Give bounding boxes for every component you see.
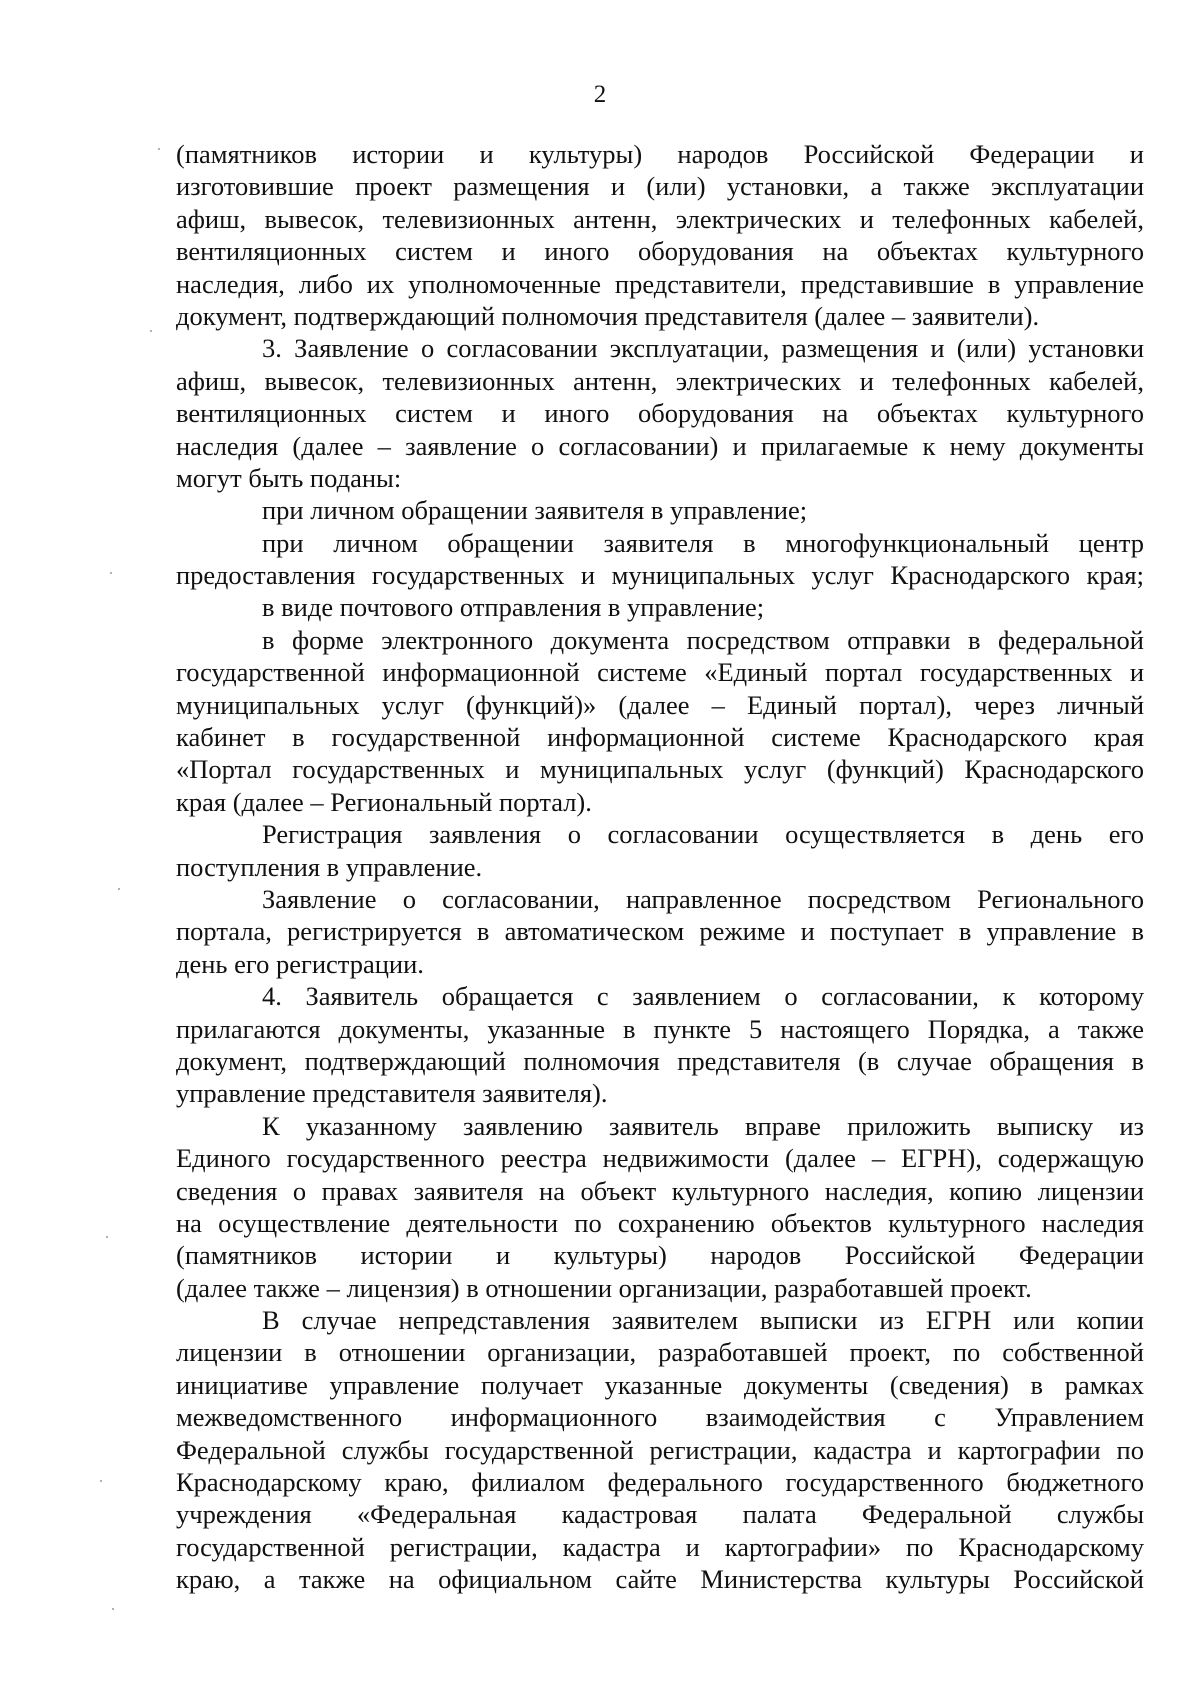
text-line: документ, подтверждающий полномочия представителя (в случае обращения в — [176, 1045, 1144, 1076]
text-line: В случае непредставления заявителем выписки из ЕГРН или копии — [262, 1305, 1144, 1336]
text-line: могут быть поданы: — [176, 462, 402, 493]
text-line: при личном обращении заявителя в управление; — [262, 495, 808, 526]
text-line: Заявление о согласовании, направленное посредством Регионального — [262, 883, 1144, 914]
text-line: в форме электронного документа посредством отправки в федеральной — [262, 624, 1144, 655]
text-line: прилагаются документы, указанные в пункте 5 настоящего Порядка, а также — [176, 1013, 1144, 1044]
text-line: кабинет в государственной информационной системе Краснодарского края — [176, 722, 1144, 753]
text-line: межведомственного информационного взаимодействия с Управлением — [176, 1402, 1144, 1433]
text-line: изготовившие проект размещения и (или) установки, а также эксплуатации — [176, 171, 1144, 202]
scan-mark — [112, 1608, 114, 1610]
text-line: на осуществление деятельности по сохранению объектов культурного наследия — [176, 1207, 1144, 1238]
text-line: Регистрация заявления о согласовании осуществляется в день его — [262, 819, 1144, 850]
text-line: при личном обращении заявителя в многофункциональный центр — [262, 527, 1144, 558]
body-text — [176, 138, 1144, 1596]
text-line: сведения о правах заявителя на объект культурного наследия, копию лицензии — [176, 1175, 1144, 1206]
text-line: К указанному заявлению заявитель вправе приложить выписку из — [262, 1110, 1144, 1141]
text-line: предоставления государственных и муниципальных услуг Краснодарского края; — [176, 560, 1144, 591]
text-line: «Портал государственных и муниципальных услуг (функций) Краснодарского — [176, 754, 1144, 785]
scan-mark — [110, 572, 112, 574]
page-number: 2 — [593, 81, 607, 108]
scan-mark — [100, 1480, 102, 1482]
text-line: документ, подтверждающий полномочия представителя (далее – заявители). — [176, 300, 1040, 331]
scan-mark — [118, 888, 120, 890]
text-line: день его регистрации. — [176, 948, 424, 979]
text-line: управление представителя заявителя). — [176, 1078, 608, 1109]
text-line: лицензии в отношении организации, разработавшей проект, по собственной — [176, 1337, 1144, 1368]
text-line: инициативе управление получает указанные документы (сведения) в рамках — [176, 1369, 1144, 1400]
text-line: наследия (далее – заявление о согласовании) и прилагаемые к нему документы — [176, 430, 1144, 461]
text-line: Федеральной службы государственной регистрации, кадастра и картографии по — [176, 1434, 1144, 1465]
text-line: краю, а также на официальном сайте Министерства культуры Российской — [176, 1564, 1144, 1595]
text-line: портала, регистрируется в автоматическом режиме и поступает в управление в — [176, 916, 1144, 947]
text-line: афиш, вывесок, телевизионных антенн, электрических и телефонных кабелей, — [176, 365, 1144, 396]
text-line: (памятников истории и культуры) народов Российской Федерации и — [176, 139, 1144, 169]
text-line: вентиляционных систем и иного оборудования на объектах культурного — [176, 236, 1144, 267]
text-line: (памятников истории и культуры) народов Российской Федерации — [176, 1240, 1144, 1271]
text-line: вентиляционных систем и иного оборудования на объектах культурного — [176, 398, 1144, 429]
text-line: Краснодарскому краю, филиалом федерального государственного бюджетного — [176, 1467, 1144, 1498]
text-line: (далее также – лицензия) в отношении организации, разработавшей проект. — [176, 1272, 1032, 1303]
text-line: учреждения «Федеральная кадастровая палата Федеральной службы — [176, 1499, 1144, 1530]
scan-mark — [158, 148, 160, 150]
text-line: края (далее – Региональный портал). — [176, 786, 592, 817]
text-line: в виде почтового отправления в управление; — [262, 592, 765, 623]
text-line: государственной регистрации, кадастра и картографии» по Краснодарскому — [176, 1531, 1144, 1562]
text-line: 3. Заявление о согласовании эксплуатации, размещения и (или) установки — [262, 333, 1144, 364]
text-line: наследия, либо их уполномоченные представители, представившие в управление — [176, 268, 1144, 299]
text-line: 4. Заявитель обращается с заявлением о согласовании, к которому — [262, 981, 1144, 1012]
text-line: муниципальных услуг (функций)» (далее – Единый портал), через личный — [176, 689, 1144, 720]
text-line: государственной информационной системе «Единый портал государственных и — [176, 657, 1144, 688]
text-line: Единого государственного реестра недвижимости (далее – ЕГРН), содержащую — [176, 1143, 1144, 1174]
text-line: афиш, вывесок, телевизионных антенн, электрических и телефонных кабелей, — [176, 203, 1144, 234]
scan-mark — [106, 1236, 108, 1238]
text-line: поступления в управление. — [176, 851, 483, 882]
scan-mark — [150, 330, 152, 332]
